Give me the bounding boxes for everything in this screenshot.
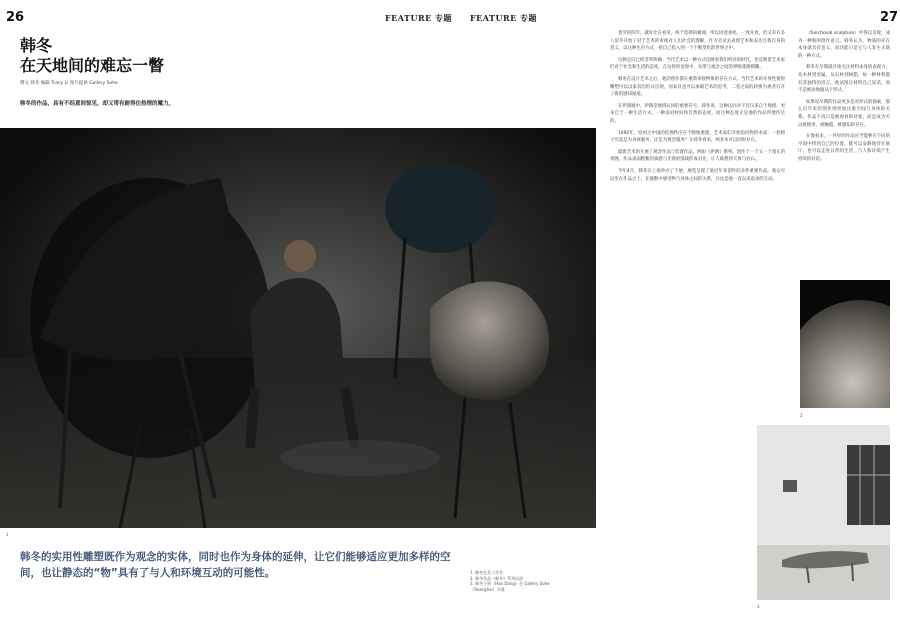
body-paragraph: 如果说早期的作品更多是对形式的探索，那么近年来的创作则更加注重空间与身体的关系。作品不再只是被观看的对象，而是成为可以被使用、被触摸、被感知的存在。 <box>798 99 890 128</box>
photo-notes <box>470 570 570 592</box>
article-title-line1: 韩冬 <box>20 36 53 55</box>
body-paragraph: 韩冬在设计艺术之后，他的创作都在重新审视物体的存在方式。当代艺术的开放性使得雕塑可以以家具的形式出现，而家具也可以承载艺术的思考，二者之间的转换为观者打开了新的感知通道。 <box>610 76 785 98</box>
photo-note: 2. 韩冬作品《韩冬》系列局部 <box>470 575 524 581</box>
article-credits: 撰文 韩冬 编辑 Tracy Li 图片提供 Gallery Sohe <box>20 81 118 86</box>
body-paragraph: 这种走向已经非常明确：当代艺术以一种方式反映着我们所处的时代，也反映着艺术家们对于社会和生活的态度。在这样的语境中，实用与观念之间的界限逐渐模糊。 <box>610 57 785 71</box>
section-label-right: FEATURE 专题 <box>470 13 538 23</box>
thumbnail-caption-bottom: 3 <box>757 604 760 609</box>
article-title-line2: 在天地间的难忘一瞥 <box>20 56 165 75</box>
pull-quote: 韩冬的实用性雕塑既作为观念的实体，同时也作为身体的延伸，让它们能够适应更加多样的空间，也让静态的“物”具有了与人和环境互动的可能性。 <box>20 551 451 579</box>
body-column-2 <box>798 30 890 168</box>
photo-caption-number: 1 <box>6 532 9 537</box>
thumbnail-planet-sculpture <box>800 280 890 408</box>
body-paragraph: 1492年，原初之中国的伦理秩序在不断地重建。艺术家们开始追问物的本质：一把椅子究竟是为身体服务，还是为观念服务？在韩冬看来，两者本可以同时存在。 <box>610 130 785 144</box>
body-paragraph: （functional sculpture）中得以呈现，成为一种新的创作语言。韩冬认为，物质的存在本身就具有意义，而功能只是它与人发生关联的一种方式。 <box>798 31 890 59</box>
main-photo <box>0 128 596 528</box>
photo-note: 1. 韩冬在其工作室 <box>470 570 504 575</box>
article-title <box>20 36 164 76</box>
thumbnail-caption-top: 2 <box>800 413 803 418</box>
article-lede: 韩冬的作品，具有不经意间惊见，却又带有耐得住热情的魔力。 <box>20 101 175 107</box>
body-paragraph: 韩冬在早期就开始关注材料本身的表现力，从木材到金属，从石材到树脂，每一种材料都有其独特的语言。他试图让材料自己说话，而不是被动地服从于形式。 <box>798 65 890 94</box>
thumbnail-gallery-installation <box>757 425 890 600</box>
body-paragraph: 在伊满城中，伊满是地域认同的重要符号。韩冬说，这种认同并不仅仅来自于地理，更来自于一种生活方式、一种面对时间和自然的态度，而这种态度正是他的作品所要传达的。 <box>610 103 785 124</box>
body-paragraph: 在他看来，一件好的作品应当能够在不同的空间中找到自己的位置，既可以安静地待在展厅，也可以走进日常的生活，与人和环境产生持续的对话。 <box>798 134 890 162</box>
body-paragraph: 最新艺术的开展了观念作品与装置作品，例如《伊满》系列，创作于一个又一个漫长的夜晚。作品表面粗粝的质感与光滑的弧线形成对比，让人联想到天体与岩石。 <box>610 149 785 163</box>
body-paragraph: 今年4月，韩冬在上海举办了个展，展览呈现了他近年来创作的多件重要作品。观众可以坐在作品之上，在静默中感受物与身体之间的关系，这也是他一直以来追求的互动。 <box>610 168 785 182</box>
section-label-left: FEATURE 专题 <box>385 13 453 23</box>
photo-note: 3. 韩冬于展《Han Dong》在 Gallery Sohe（Shanghai）开幕 <box>470 581 550 592</box>
body-paragraph: 莫罗的四年，就好比在看见，两个选择的极端，所以同意承担，一致开放，但又有许多人似乎开始了对于艺术的审视对人们社会的理解，作为尝试去表现艺术和表达自我自身的意义，以这种生存方式，把自己投入到一个不断变化的世界之中。 <box>610 31 785 52</box>
page-number-right: 27 <box>880 10 899 25</box>
page-number-left: 26 <box>6 10 25 25</box>
body-column-1 <box>610 30 785 187</box>
